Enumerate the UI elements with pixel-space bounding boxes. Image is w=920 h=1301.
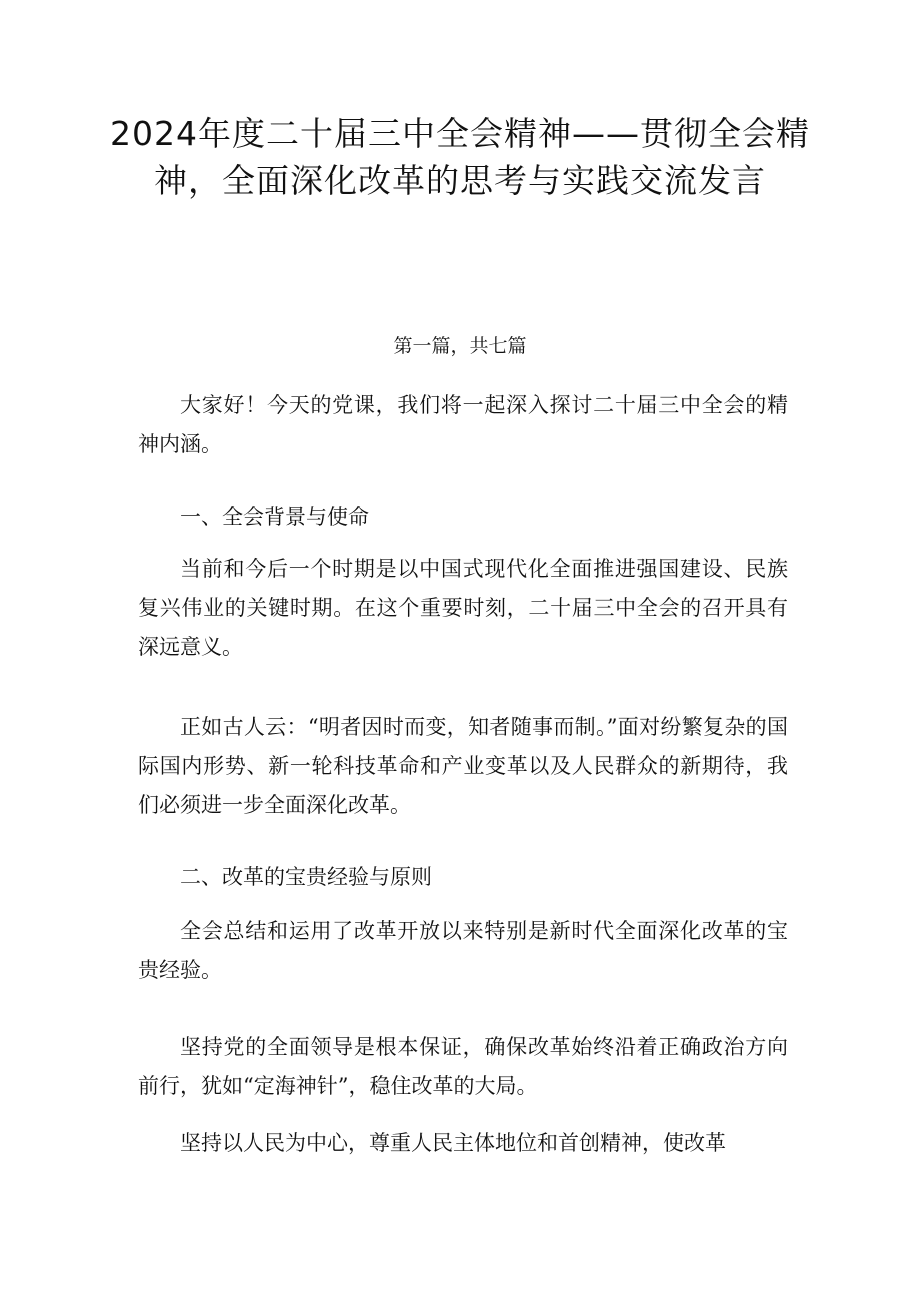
paragraph-party-leadership: 坚持党的全面领导是根本保证，确保改革始终沿着正确政治方向前行，犹如“定海神针”，稳住改革的大局。 xyxy=(138,1035,788,1098)
section-heading-background: 一、全会背景与使命 xyxy=(180,505,369,529)
paragraph-current-period: 当前和今后一个时期是以中国式现代化全面推进强国建设、民族复兴伟业的关键时期。在这个重要时刻，二十届三中全会的召开具有深远意义。 xyxy=(138,557,788,659)
document-title: 2024年度二十届三中全会精神——贯彻全会精神，全面深化改革的思考与实践交流发言 xyxy=(110,114,810,200)
paragraph-summary-experience: 全会总结和运用了改革开放以来特别是新时代全面深化改革的宝贵经验。 xyxy=(138,919,788,982)
paragraph-people-centered: 坚持以人民为中心，尊重人民主体地位和首创精神，使改革 xyxy=(180,1131,726,1155)
document-subtitle: 第一篇，共七篇 xyxy=(393,335,527,357)
paragraph-greeting: 大家好！今天的党课，我们将一起深入探讨二十届三中全会的精神内涵。 xyxy=(138,393,788,456)
paragraph-ancient-quote: 正如古人云：“明者因时而变，知者随事而制。”面对纷繁复杂的国际国内形势、新一轮科技革命和产业变革以及人民群众的新期待，我们必须进一步全面深化改革。 xyxy=(138,715,788,817)
section-heading-experience: 二、改革的宝贵经验与原则 xyxy=(180,865,432,889)
